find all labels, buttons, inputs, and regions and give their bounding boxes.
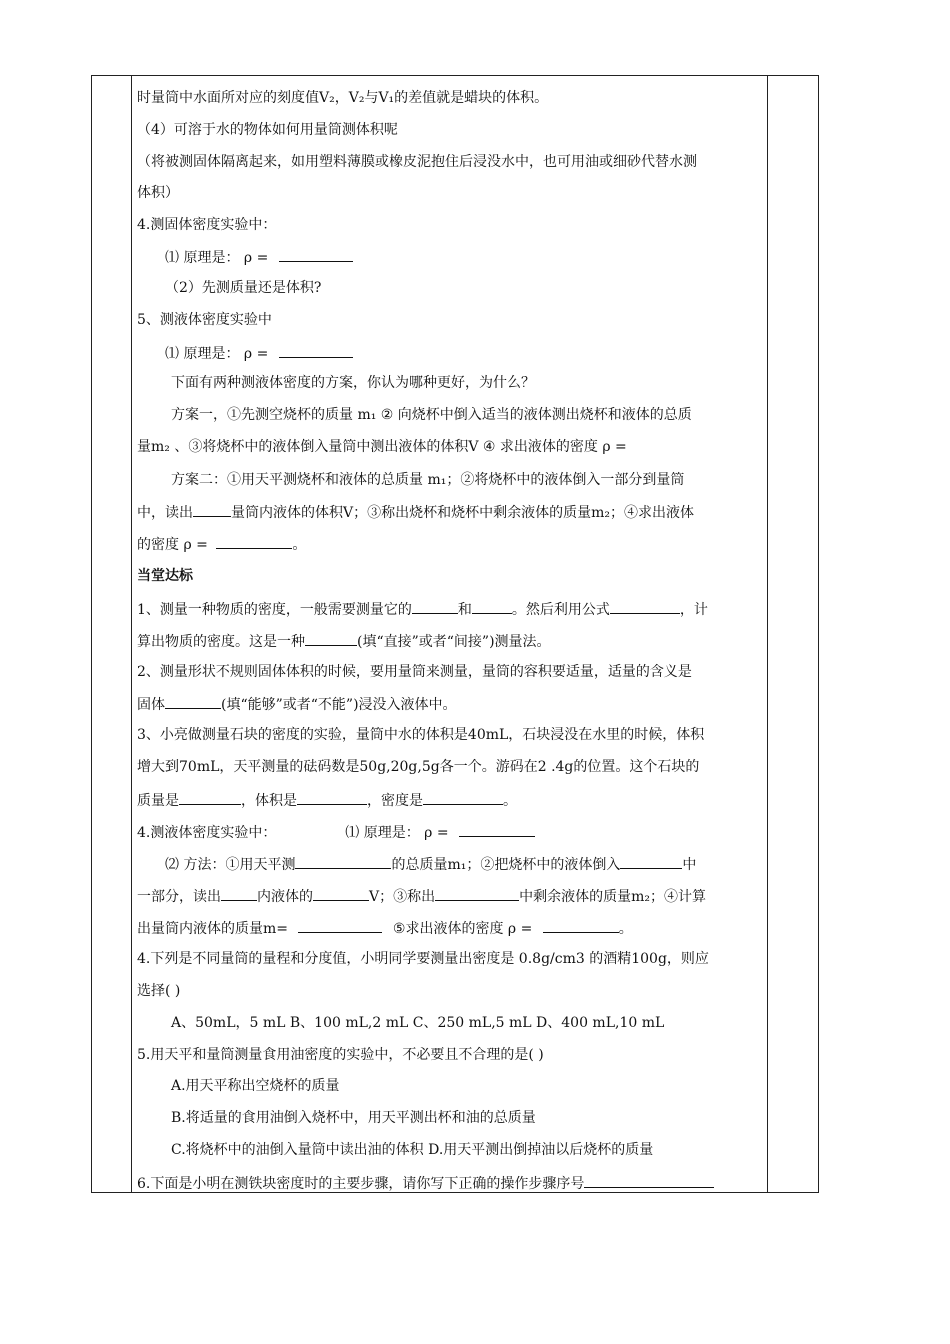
question-1-line-2 (137, 632, 551, 650)
text-fragment: 算出物质的密度。这是一种 (137, 634, 305, 650)
question-3-line-3 (137, 791, 517, 809)
answer-blank[interactable] (472, 600, 512, 614)
answer-blank[interactable] (305, 632, 357, 646)
text-fragment: ⑤求出液体的密度 ρ = (392, 921, 533, 937)
left-column-divider (131, 75, 132, 1193)
question-2-line-2 (137, 695, 457, 713)
text-fragment: ⑵ 方法：①用天平测 (165, 857, 296, 873)
text-line: 2、测量形状不规则固体体积的时候，要用量筒来测量，量筒的容积要适量，适量的含义是 (137, 664, 692, 680)
formula-line (165, 248, 353, 266)
text-fragment: 的总质量m₁；②把烧杯中的液体倒入 (391, 857, 621, 873)
text-fragment: 。 (618, 921, 633, 937)
answer-blank[interactable] (459, 823, 535, 837)
question-1-line-1 (137, 600, 708, 618)
fill-line (137, 535, 306, 553)
text-fragment: 。 (503, 793, 517, 809)
section-heading: 当堂达标 (137, 568, 193, 584)
text-line: 5、测液体密度实验中 (137, 312, 272, 328)
text-fragment: 量筒内液体的体积V；③称出烧杯和烧杯中剩余液体的质量m₂；④求出液体 (231, 505, 694, 521)
choice-a: A.用天平称出空烧杯的质量 (171, 1078, 340, 1094)
text-fragment: (填“能够”或者“不能”)浸没入液体中。 (221, 697, 457, 713)
text-line: 下面有两种测液体密度的方案，你认为哪种更好，为什么？ (171, 375, 535, 391)
answer-blank[interactable] (295, 855, 391, 869)
text-fragment: ，体积是 (241, 793, 297, 809)
question-6-line (137, 1174, 714, 1192)
text-line: 时量筒中水面所对应的刻度值V₂，V₂与V₁的差值就是蜡块的体积。 (137, 90, 549, 106)
text-line: 增大到70mL，天平测量的砝码数是50g,20g,5g各一个。游码在2 .4g的位置。这个石块的 (137, 759, 700, 775)
text-line: 方案二：①用天平测烧杯和液体的总质量 m₁；②将烧杯中的液体倒入一部分到量筒 (171, 472, 685, 488)
text-line: 体积） (137, 185, 179, 201)
text-line: （将被测固体隔离起来，如用塑料薄膜或橡皮泥抱住后浸没水中，也可用油或细砂代替水测 (137, 154, 697, 170)
answer-blank[interactable] (221, 887, 257, 901)
answer-blank[interactable] (193, 503, 231, 517)
question-4a-line-3 (137, 887, 706, 905)
text-fragment: ，密度是 (367, 793, 423, 809)
answer-blank[interactable] (584, 1174, 714, 1188)
text-fragment: ，计 (679, 602, 708, 618)
fill-line (137, 503, 694, 521)
choice-cd: C.将烧杯中的油倒入量筒中读出油的体积 D.用天平测出倒掉油以后烧杯的质量 (171, 1142, 654, 1158)
formula-line (165, 344, 353, 362)
text-line: （4）可溶于水的物体如何用量筒测体积呢 (137, 122, 398, 138)
text-line: 3、小亮做测量石块的密度的实验，量筒中水的体积是40mL，石块浸没在水里的时候，体积 (137, 727, 705, 743)
answer-blank[interactable] (435, 887, 519, 901)
text-fragment: (填“直接”或者“间接”)测量法。 (357, 634, 551, 650)
answer-blank[interactable] (610, 600, 680, 614)
text-fragment: 和 (457, 602, 472, 618)
answer-blank[interactable] (313, 887, 369, 901)
choice-options: A、50mL，5 mL B、100 mL,2 mL C、250 mL,5 mL D、400 mL,10 mL (171, 1015, 665, 1031)
text-fragment: ⑴ 原理是： ρ = (345, 825, 449, 841)
answer-blank[interactable] (279, 344, 353, 358)
answer-blank[interactable] (543, 919, 619, 933)
choice-b: B.将适量的食用油倒入烧杯中，用天平测出杯和油的总质量 (171, 1110, 536, 1126)
question-4a-line-4 (137, 919, 633, 937)
text-fragment: 。 (292, 537, 307, 553)
text-fragment: 中 (682, 857, 697, 873)
text-fragment: 中剩余液体的质量m₂；④计算 (519, 889, 707, 905)
text-line: 5.用天平和量筒测量食用油密度的实验中，不必要且不合理的是( ) (137, 1047, 544, 1063)
text-fragment: 6.下面是小明在测铁块密度时的主要步骤，请你写下正确的操作步骤序号 (137, 1176, 585, 1192)
text-fragment: V；③称出 (369, 889, 436, 905)
question-4a-line-2 (165, 855, 696, 873)
text-line: 方案一，①先测空烧杯的质量 m₁ ② 向烧杯中倒入适当的液体测出烧杯和液体的总质 (171, 407, 692, 423)
answer-blank[interactable] (279, 248, 353, 262)
text-line: 4.测固体密度实验中： (137, 217, 277, 233)
answer-blank[interactable] (216, 535, 292, 549)
text-fragment: 出量筒内液体的质量m= (137, 921, 289, 937)
text-fragment: ⑴ 原理是： ρ = (165, 250, 269, 266)
answer-blank[interactable] (412, 600, 458, 614)
text-fragment: 。然后利用公式 (511, 602, 610, 618)
text-line: （2）先测质量还是体积? (165, 280, 322, 296)
text-line: 选择( ) (137, 983, 181, 999)
question-4a-line-1 (137, 823, 535, 841)
answer-blank[interactable] (165, 695, 221, 709)
text-fragment: 的密度 ρ = (137, 537, 208, 553)
text-fragment: 固体 (137, 697, 165, 713)
answer-blank[interactable] (297, 791, 367, 805)
text-fragment: 质量是 (137, 793, 179, 809)
text-fragment: 1、测量一种物质的密度，一般需要测量它的 (137, 602, 412, 618)
answer-blank[interactable] (298, 919, 382, 933)
right-column-divider (767, 75, 768, 1193)
text-line: 4.下列是不同量筒的量程和分度值，小明同学要测量出密度是 0.8g/cm3 的酒精100g，则应 (137, 951, 709, 967)
text-fragment: 4.测液体密度实验中： (137, 825, 277, 841)
text-fragment: 内液体的 (257, 889, 313, 905)
answer-blank[interactable] (620, 855, 682, 869)
text-line: 量m₂ 、③将烧杯中的液体倒入量筒中测出液体的体积V ④ 求出液体的密度 ρ = (137, 439, 627, 455)
answer-blank[interactable] (179, 791, 241, 805)
text-fragment: 一部分，读出 (137, 889, 221, 905)
text-fragment: 中，读出 (137, 505, 193, 521)
text-fragment: ⑴ 原理是： ρ = (165, 346, 269, 362)
answer-blank[interactable] (423, 791, 503, 805)
